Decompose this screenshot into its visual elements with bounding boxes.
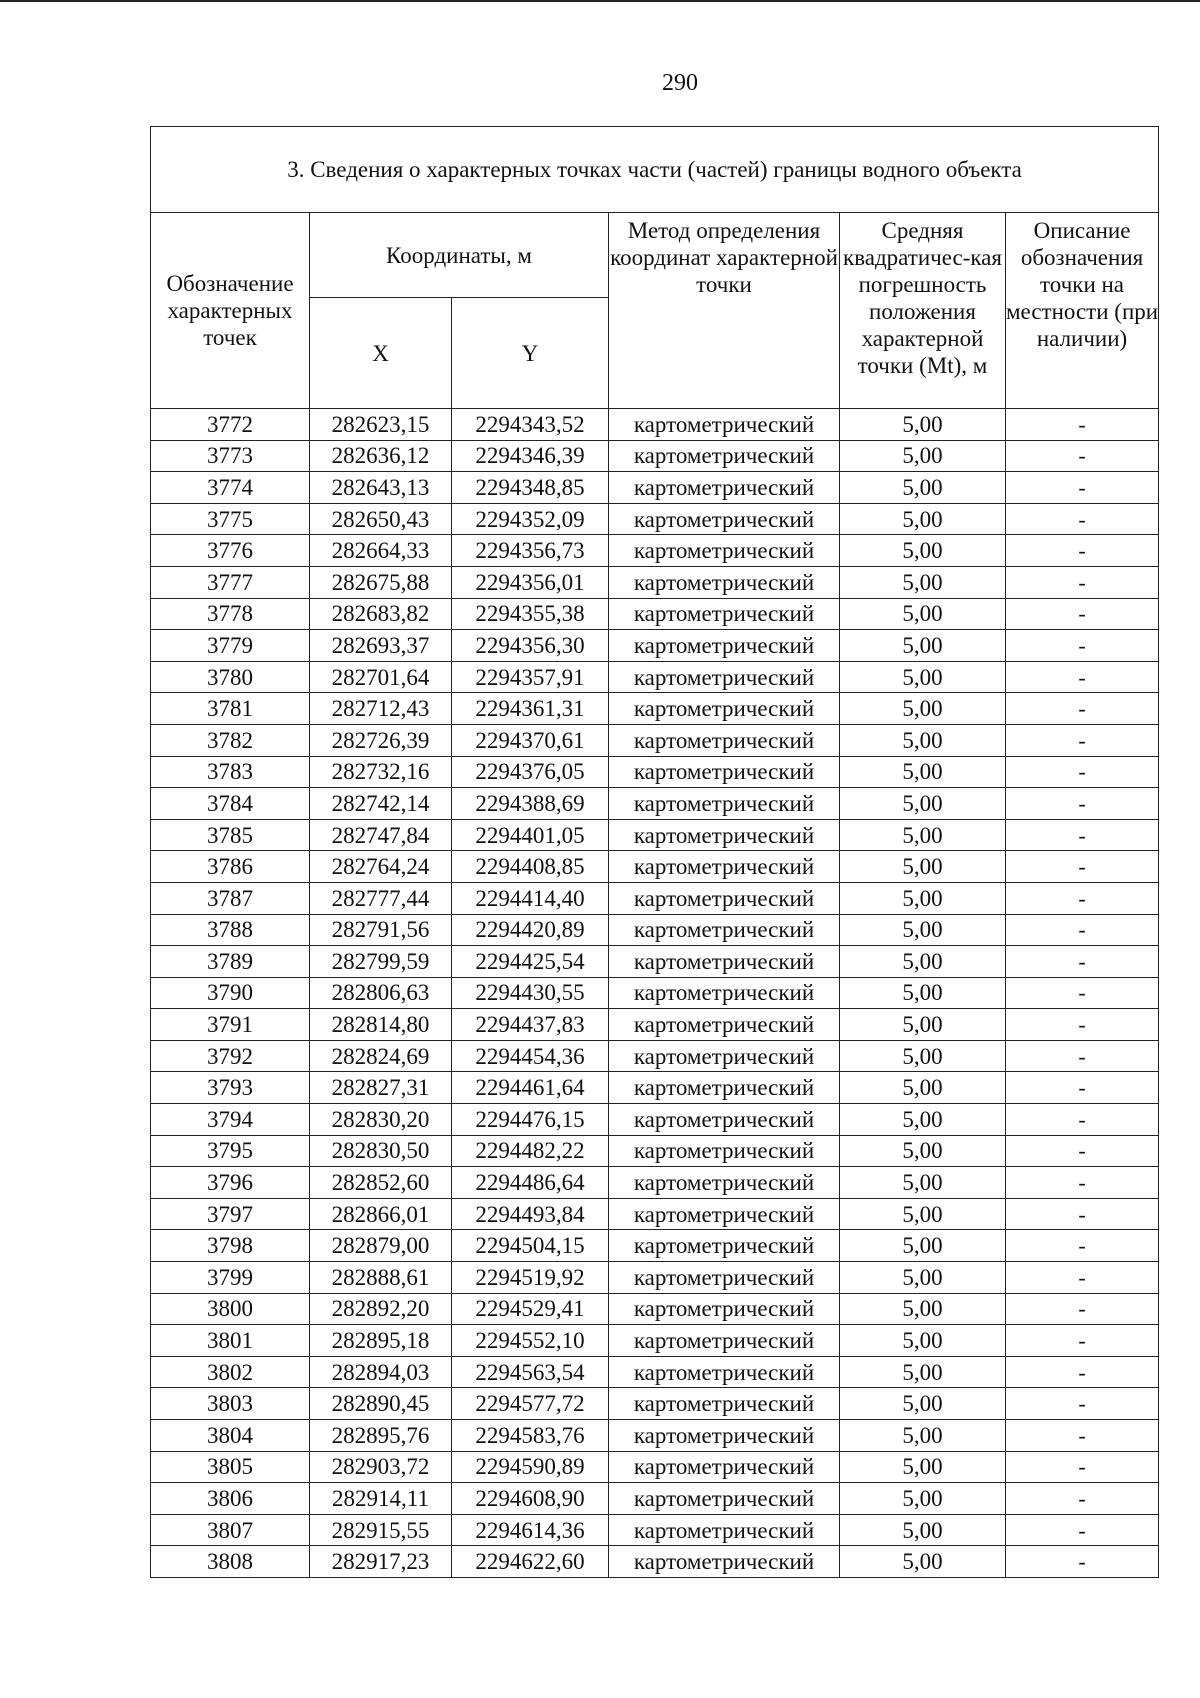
description-cell: - (1006, 693, 1159, 725)
x-coordinate-cell: 282852,60 (310, 1167, 452, 1199)
point-id-cell: 3777 (151, 566, 310, 598)
point-id-cell: 3792 (151, 1040, 310, 1072)
point-id-cell: 3784 (151, 788, 310, 820)
table-row (151, 693, 1159, 725)
table-row (151, 724, 1159, 756)
x-coordinate-cell: 282917,23 (310, 1546, 452, 1578)
method-cell: картометрический (609, 1356, 840, 1388)
description-cell: - (1006, 1230, 1159, 1262)
description-cell: - (1006, 1262, 1159, 1294)
method-cell: картометрический (609, 503, 840, 535)
x-coordinate-cell: 282747,84 (310, 819, 452, 851)
table-row (151, 1356, 1159, 1388)
x-coordinate-cell: 282726,39 (310, 724, 452, 756)
point-id-cell: 3802 (151, 1356, 310, 1388)
y-coordinate-cell: 2294437,83 (452, 1009, 609, 1041)
x-coordinate-cell: 282814,80 (310, 1009, 452, 1041)
table-row (151, 1262, 1159, 1294)
table-row (151, 409, 1159, 441)
description-cell: - (1006, 1009, 1159, 1041)
point-id-cell: 3800 (151, 1293, 310, 1325)
error-cell: 5,00 (840, 1167, 1006, 1199)
description-cell: - (1006, 1167, 1159, 1199)
x-coordinate-cell: 282894,03 (310, 1356, 452, 1388)
table-row (151, 851, 1159, 883)
method-cell: картометрический (609, 472, 840, 504)
page-number: 290 (662, 70, 698, 96)
header-description: Описание обозначения точки на местности (при наличии) (1006, 213, 1159, 409)
point-id-cell: 3801 (151, 1325, 310, 1357)
y-coordinate-cell: 2294420,89 (452, 914, 609, 946)
error-cell: 5,00 (840, 661, 1006, 693)
table-row (151, 1420, 1159, 1452)
description-cell: - (1006, 630, 1159, 662)
method-cell: картометрический (609, 977, 840, 1009)
error-cell: 5,00 (840, 882, 1006, 914)
point-id-cell: 3782 (151, 724, 310, 756)
y-coordinate-cell: 2294356,01 (452, 566, 609, 598)
x-coordinate-cell: 282890,45 (310, 1388, 452, 1420)
error-cell: 5,00 (840, 724, 1006, 756)
y-coordinate-cell: 2294430,55 (452, 977, 609, 1009)
point-id-cell: 3781 (151, 693, 310, 725)
table-row (151, 1040, 1159, 1072)
y-coordinate-cell: 2294529,41 (452, 1293, 609, 1325)
table-row (151, 914, 1159, 946)
table-row (151, 598, 1159, 630)
error-cell: 5,00 (840, 914, 1006, 946)
table-title: 3. Сведения о характерных точках части (частей) границы водного объекта (151, 127, 1159, 213)
y-coordinate-cell: 2294504,15 (452, 1230, 609, 1262)
point-id-cell: 3806 (151, 1483, 310, 1515)
table-row (151, 1451, 1159, 1483)
method-cell: картометрический (609, 1451, 840, 1483)
method-cell: картометрический (609, 535, 840, 567)
method-cell: картометрический (609, 1167, 840, 1199)
error-cell: 5,00 (840, 1356, 1006, 1388)
error-cell: 5,00 (840, 472, 1006, 504)
x-coordinate-cell: 282701,64 (310, 661, 452, 693)
y-coordinate-cell: 2294461,64 (452, 1072, 609, 1104)
point-id-cell: 3808 (151, 1546, 310, 1578)
header-error: Средняя квадратичес-кая погрешность положения характерной точки (Mt), м (840, 213, 1006, 409)
error-cell: 5,00 (840, 1230, 1006, 1262)
point-id-cell: 3776 (151, 535, 310, 567)
y-coordinate-cell: 2294486,64 (452, 1167, 609, 1199)
y-coordinate-cell: 2294577,72 (452, 1388, 609, 1420)
method-cell: картометрический (609, 1514, 840, 1546)
point-id-cell: 3803 (151, 1388, 310, 1420)
x-coordinate-cell: 282712,43 (310, 693, 452, 725)
point-id-cell: 3788 (151, 914, 310, 946)
table-row (151, 1104, 1159, 1136)
method-cell: картометрический (609, 724, 840, 756)
error-cell: 5,00 (840, 1135, 1006, 1167)
error-cell: 5,00 (840, 1104, 1006, 1136)
y-coordinate-cell: 2294583,76 (452, 1420, 609, 1452)
description-cell: - (1006, 1483, 1159, 1515)
error-cell: 5,00 (840, 1325, 1006, 1357)
x-coordinate-cell: 282830,50 (310, 1135, 452, 1167)
method-cell: картометрический (609, 819, 840, 851)
y-coordinate-cell: 2294370,61 (452, 724, 609, 756)
x-coordinate-cell: 282895,76 (310, 1420, 452, 1452)
table-row (151, 1198, 1159, 1230)
method-cell: картометрический (609, 1104, 840, 1136)
page-top-edge (0, 0, 1200, 2)
point-id-cell: 3783 (151, 756, 310, 788)
error-cell: 5,00 (840, 788, 1006, 820)
point-id-cell: 3772 (151, 409, 310, 441)
table-row (151, 1293, 1159, 1325)
error-cell: 5,00 (840, 1262, 1006, 1294)
x-coordinate-cell: 282643,13 (310, 472, 452, 504)
method-cell: картометрический (609, 661, 840, 693)
method-cell: картометрический (609, 566, 840, 598)
description-cell: - (1006, 1546, 1159, 1578)
y-coordinate-cell: 2294356,30 (452, 630, 609, 662)
point-id-cell: 3786 (151, 851, 310, 883)
method-cell: картометрический (609, 1198, 840, 1230)
x-coordinate-cell: 282683,82 (310, 598, 452, 630)
x-coordinate-cell: 282636,12 (310, 440, 452, 472)
x-coordinate-cell: 282806,63 (310, 977, 452, 1009)
description-cell: - (1006, 851, 1159, 883)
table-row (151, 819, 1159, 851)
x-coordinate-cell: 282915,55 (310, 1514, 452, 1546)
point-id-cell: 3775 (151, 503, 310, 535)
header-y: Y (452, 298, 609, 409)
point-id-cell: 3793 (151, 1072, 310, 1104)
x-coordinate-cell: 282777,44 (310, 882, 452, 914)
method-cell: картометрический (609, 1230, 840, 1262)
y-coordinate-cell: 2294401,05 (452, 819, 609, 851)
point-id-cell: 3796 (151, 1167, 310, 1199)
table-row (151, 1135, 1159, 1167)
x-coordinate-cell: 282742,14 (310, 788, 452, 820)
point-id-cell: 3778 (151, 598, 310, 630)
error-cell: 5,00 (840, 1388, 1006, 1420)
description-cell: - (1006, 566, 1159, 598)
description-cell: - (1006, 1072, 1159, 1104)
x-coordinate-cell: 282650,43 (310, 503, 452, 535)
y-coordinate-cell: 2294357,91 (452, 661, 609, 693)
y-coordinate-cell: 2294343,52 (452, 409, 609, 441)
table-row (151, 1167, 1159, 1199)
method-cell: картометрический (609, 946, 840, 978)
x-coordinate-cell: 282888,61 (310, 1262, 452, 1294)
x-coordinate-cell: 282693,37 (310, 630, 452, 662)
error-cell: 5,00 (840, 693, 1006, 725)
x-coordinate-cell: 282824,69 (310, 1040, 452, 1072)
point-id-cell: 3785 (151, 819, 310, 851)
description-cell: - (1006, 819, 1159, 851)
table-row (151, 1072, 1159, 1104)
method-cell: картометрический (609, 882, 840, 914)
error-cell: 5,00 (840, 1483, 1006, 1515)
description-cell: - (1006, 1104, 1159, 1136)
method-cell: картометрический (609, 440, 840, 472)
point-id-cell: 3789 (151, 946, 310, 978)
table-row (151, 1325, 1159, 1357)
error-cell: 5,00 (840, 1293, 1006, 1325)
description-cell: - (1006, 724, 1159, 756)
table-row (151, 535, 1159, 567)
y-coordinate-cell: 2294590,89 (452, 1451, 609, 1483)
point-id-cell: 3780 (151, 661, 310, 693)
description-cell: - (1006, 472, 1159, 504)
description-cell: - (1006, 598, 1159, 630)
point-id-cell: 3773 (151, 440, 310, 472)
y-coordinate-cell: 2294622,60 (452, 1546, 609, 1578)
method-cell: картометрический (609, 756, 840, 788)
y-coordinate-cell: 2294519,92 (452, 1262, 609, 1294)
x-coordinate-cell: 282866,01 (310, 1198, 452, 1230)
description-cell: - (1006, 1198, 1159, 1230)
x-coordinate-cell: 282903,72 (310, 1451, 452, 1483)
point-id-cell: 3798 (151, 1230, 310, 1262)
x-coordinate-cell: 282827,31 (310, 1072, 452, 1104)
point-id-cell: 3807 (151, 1514, 310, 1546)
description-cell: - (1006, 946, 1159, 978)
y-coordinate-cell: 2294414,40 (452, 882, 609, 914)
point-id-cell: 3795 (151, 1135, 310, 1167)
description-cell: - (1006, 1325, 1159, 1357)
point-id-cell: 3779 (151, 630, 310, 662)
y-coordinate-cell: 2294454,36 (452, 1040, 609, 1072)
description-cell: - (1006, 1040, 1159, 1072)
error-cell: 5,00 (840, 598, 1006, 630)
x-coordinate-cell: 282830,20 (310, 1104, 452, 1136)
error-cell: 5,00 (840, 1420, 1006, 1452)
y-coordinate-cell: 2294376,05 (452, 756, 609, 788)
y-coordinate-cell: 2294552,10 (452, 1325, 609, 1357)
description-cell: - (1006, 1135, 1159, 1167)
description-cell: - (1006, 788, 1159, 820)
header-point-id: Обозначение характерных точек (151, 213, 310, 409)
error-cell: 5,00 (840, 819, 1006, 851)
x-coordinate-cell: 282791,56 (310, 914, 452, 946)
description-cell: - (1006, 1293, 1159, 1325)
point-id-cell: 3804 (151, 1420, 310, 1452)
point-id-cell: 3774 (151, 472, 310, 504)
description-cell: - (1006, 409, 1159, 441)
description-cell: - (1006, 882, 1159, 914)
header-x: X (310, 298, 452, 409)
table-row (151, 630, 1159, 662)
description-cell: - (1006, 661, 1159, 693)
error-cell: 5,00 (840, 1514, 1006, 1546)
method-cell: картометрический (609, 1072, 840, 1104)
point-id-cell: 3790 (151, 977, 310, 1009)
point-id-cell: 3805 (151, 1451, 310, 1483)
method-cell: картометрический (609, 914, 840, 946)
description-cell: - (1006, 1356, 1159, 1388)
method-cell: картометрический (609, 851, 840, 883)
method-cell: картометрический (609, 1325, 840, 1357)
table-row (151, 977, 1159, 1009)
y-coordinate-cell: 2294614,36 (452, 1514, 609, 1546)
description-cell: - (1006, 977, 1159, 1009)
table-row (151, 788, 1159, 820)
point-id-cell: 3787 (151, 882, 310, 914)
table-row (151, 440, 1159, 472)
description-cell: - (1006, 503, 1159, 535)
error-cell: 5,00 (840, 535, 1006, 567)
y-coordinate-cell: 2294493,84 (452, 1198, 609, 1230)
y-coordinate-cell: 2294356,73 (452, 535, 609, 567)
method-cell: картометрический (609, 1135, 840, 1167)
y-coordinate-cell: 2294476,15 (452, 1104, 609, 1136)
x-coordinate-cell: 282895,18 (310, 1325, 452, 1357)
error-cell: 5,00 (840, 566, 1006, 598)
error-cell: 5,00 (840, 1451, 1006, 1483)
x-coordinate-cell: 282879,00 (310, 1230, 452, 1262)
error-cell: 5,00 (840, 1072, 1006, 1104)
method-cell: картометрический (609, 1293, 840, 1325)
error-cell: 5,00 (840, 409, 1006, 441)
table-row (151, 1483, 1159, 1515)
boundary-points-table (150, 126, 1159, 1578)
method-cell: картометрический (609, 409, 840, 441)
y-coordinate-cell: 2294348,85 (452, 472, 609, 504)
method-cell: картометрический (609, 1420, 840, 1452)
description-cell: - (1006, 1514, 1159, 1546)
description-cell: - (1006, 1451, 1159, 1483)
method-cell: картометрический (609, 1009, 840, 1041)
table-row (151, 1388, 1159, 1420)
method-cell: картометрический (609, 693, 840, 725)
table-row (151, 566, 1159, 598)
description-cell: - (1006, 440, 1159, 472)
point-id-cell: 3799 (151, 1262, 310, 1294)
table-body (151, 409, 1159, 1578)
x-coordinate-cell: 282892,20 (310, 1293, 452, 1325)
y-coordinate-cell: 2294425,54 (452, 946, 609, 978)
error-cell: 5,00 (840, 1040, 1006, 1072)
y-coordinate-cell: 2294352,09 (452, 503, 609, 535)
table-row (151, 1546, 1159, 1578)
description-cell: - (1006, 535, 1159, 567)
method-cell: картометрический (609, 1040, 840, 1072)
y-coordinate-cell: 2294608,90 (452, 1483, 609, 1515)
error-cell: 5,00 (840, 977, 1006, 1009)
y-coordinate-cell: 2294482,22 (452, 1135, 609, 1167)
error-cell: 5,00 (840, 503, 1006, 535)
error-cell: 5,00 (840, 1009, 1006, 1041)
y-coordinate-cell: 2294355,38 (452, 598, 609, 630)
method-cell: картометрический (609, 1388, 840, 1420)
table-row (151, 661, 1159, 693)
table-row (151, 503, 1159, 535)
error-cell: 5,00 (840, 851, 1006, 883)
method-cell: картометрический (609, 598, 840, 630)
error-cell: 5,00 (840, 946, 1006, 978)
point-id-cell: 3794 (151, 1104, 310, 1136)
point-id-cell: 3791 (151, 1009, 310, 1041)
method-cell: картометрический (609, 1483, 840, 1515)
table-row (151, 1514, 1159, 1546)
table-row (151, 1230, 1159, 1262)
error-cell: 5,00 (840, 1198, 1006, 1230)
method-cell: картометрический (609, 1262, 840, 1294)
x-coordinate-cell: 282764,24 (310, 851, 452, 883)
table-row (151, 1009, 1159, 1041)
header-coordinates: Координаты, м (310, 213, 609, 298)
x-coordinate-cell: 282914,11 (310, 1483, 452, 1515)
description-cell: - (1006, 914, 1159, 946)
error-cell: 5,00 (840, 756, 1006, 788)
table-row (151, 472, 1159, 504)
header-method: Метод определения координат характерной точки (609, 213, 840, 409)
point-id-cell: 3797 (151, 1198, 310, 1230)
description-cell: - (1006, 1388, 1159, 1420)
x-coordinate-cell: 282732,16 (310, 756, 452, 788)
y-coordinate-cell: 2294408,85 (452, 851, 609, 883)
x-coordinate-cell: 282799,59 (310, 946, 452, 978)
y-coordinate-cell: 2294563,54 (452, 1356, 609, 1388)
y-coordinate-cell: 2294388,69 (452, 788, 609, 820)
y-coordinate-cell: 2294346,39 (452, 440, 609, 472)
method-cell: картометрический (609, 788, 840, 820)
method-cell: картометрический (609, 630, 840, 662)
x-coordinate-cell: 282675,88 (310, 566, 452, 598)
table-row (151, 946, 1159, 978)
error-cell: 5,00 (840, 440, 1006, 472)
error-cell: 5,00 (840, 630, 1006, 662)
description-cell: - (1006, 1420, 1159, 1452)
x-coordinate-cell: 282623,15 (310, 409, 452, 441)
method-cell: картометрический (609, 1546, 840, 1578)
table-row (151, 756, 1159, 788)
y-coordinate-cell: 2294361,31 (452, 693, 609, 725)
x-coordinate-cell: 282664,33 (310, 535, 452, 567)
error-cell: 5,00 (840, 1546, 1006, 1578)
description-cell: - (1006, 756, 1159, 788)
table-row (151, 882, 1159, 914)
